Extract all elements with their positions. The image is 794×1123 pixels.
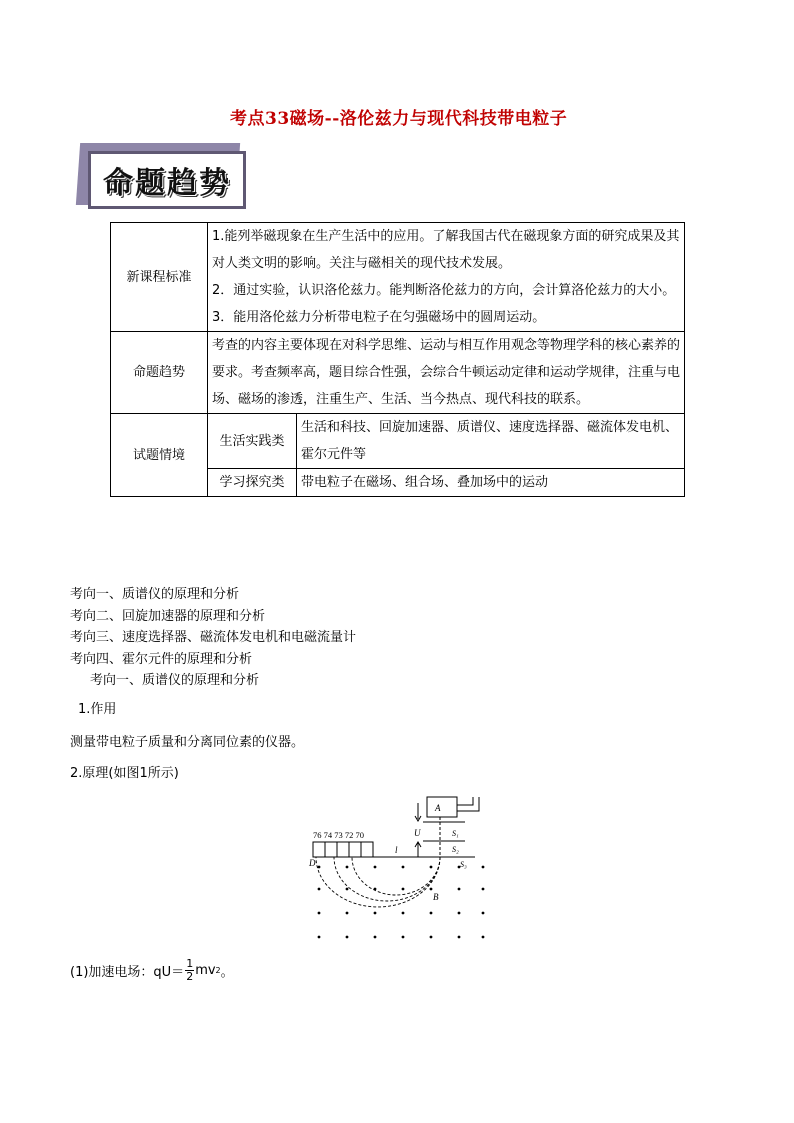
section-banner (78, 143, 250, 215)
field-dot (458, 912, 461, 915)
trajectory-outer (316, 857, 440, 907)
label-s3: S₃ (460, 860, 467, 869)
label-l: l (395, 845, 398, 855)
banner-box (88, 151, 246, 209)
label-s1: S₁ (452, 829, 459, 838)
field-dot (430, 888, 433, 891)
standard-label: 新课程标准 (111, 223, 208, 332)
field-dot (430, 866, 433, 869)
trajectory-middle (334, 857, 440, 901)
field-dot (458, 936, 461, 939)
trend-table (110, 222, 685, 497)
field-dot (402, 936, 405, 939)
standard-line: 2．通过实验，认识洛伦兹力。能判断洛伦兹力的方向，会计算洛伦兹力的大小。 (212, 283, 676, 298)
outline-list (70, 584, 356, 692)
label-d: D (309, 858, 316, 868)
scale-labels: 76 74 73 72 70 (313, 830, 364, 840)
label-b: B (433, 892, 439, 902)
trend-label: 命题趋势 (111, 332, 208, 414)
label-a: A (435, 803, 441, 813)
fraction-denominator: 2 (186, 970, 194, 983)
table-row (111, 223, 685, 332)
field-dot (318, 888, 321, 891)
table-row (111, 332, 685, 414)
study-label: 学习探究类 (208, 469, 297, 497)
field-dot (346, 936, 349, 939)
field-dot (482, 866, 485, 869)
scenario-label: 试题情境 (111, 414, 208, 497)
outline-item: 考向一、质谱仪的原理和分析 (70, 587, 240, 602)
item-1-heading: 1.作用 (78, 702, 117, 717)
life-label: 生活实践类 (208, 414, 297, 469)
field-dot (318, 936, 321, 939)
formula-line (70, 958, 234, 983)
life-content: 生活和科技、回旋加速器、质谱仪、速度选择器、磁流体发电机、霍尔元件等 (297, 414, 685, 469)
field-dot (482, 888, 485, 891)
field-dot (374, 888, 377, 891)
fraction-numerator: 1 (186, 957, 194, 970)
field-dot (374, 936, 377, 939)
formula-suffix: mv (195, 963, 216, 978)
standard-content (208, 223, 685, 332)
field-dot (346, 912, 349, 915)
field-dot (346, 866, 349, 869)
formula-exponent: 2 (215, 966, 221, 975)
item-1-text: 测量带电粒子质量和分离同位素的仪器。 (70, 735, 305, 750)
field-dot (318, 866, 321, 869)
study-content: 带电粒子在磁场、组合场、叠加场中的运动 (297, 469, 685, 497)
field-dot (458, 866, 461, 869)
outline-item: 考向三、速度选择器、磁流体发电机和电磁流量计 (70, 630, 357, 645)
magnetic-field-dots (318, 866, 485, 939)
field-dot (374, 912, 377, 915)
field-dot (374, 866, 377, 869)
outline-item: 考向四、霍尔元件的原理和分析 (70, 651, 253, 667)
standard-line: 1.能列举磁现象在生产生活中的应用。了解我国古代在磁现象方面的研究成果及其对人类文明的影响。关注与磁相关的现代技术发展。 (212, 229, 680, 271)
field-dot (430, 936, 433, 939)
field-dot (402, 888, 405, 891)
field-dot (346, 888, 349, 891)
formula-prefix: (1)加速电场：qU＝ (70, 965, 185, 980)
field-dot (458, 888, 461, 891)
field-dot (482, 936, 485, 939)
field-dot (402, 912, 405, 915)
trend-content: 考查的内容主要体现在对科学思维、运动与相互作用观念等物理学科的核心素养的要求。考查频率高，题目综合性强，会综合牛顿运动定律和运动学规律，注重与电场、磁场的渗透，注重生产、生活、当今热点、现代科技的联系。 (208, 332, 685, 414)
field-dot (318, 912, 321, 915)
trajectory-inner (352, 857, 440, 895)
fraction (185, 958, 194, 983)
field-dot (430, 912, 433, 915)
banner-text: 命题趋势 (103, 166, 231, 201)
field-dot (482, 912, 485, 915)
item-2-heading: 2.原理(如图1所示) (70, 766, 179, 781)
detector-plate (313, 842, 373, 857)
standard-line: 3．能用洛伦兹力分析带电粒子在匀强磁场中的圆周运动。 (212, 310, 546, 325)
label-s2: S₂ (452, 845, 459, 854)
outline-item: 考向二、回旋加速器的原理和分析 (70, 608, 266, 624)
mass-spectrometer-diagram (305, 795, 500, 945)
label-u: U (414, 828, 421, 838)
ion-source-box (427, 797, 457, 817)
formula-end: 。 (220, 965, 234, 980)
source-pipe (457, 797, 479, 811)
section-heading: 考向一、质谱仪的原理和分析 (90, 673, 260, 688)
table-row (111, 414, 685, 469)
page-title: 考点33磁场--洛伦兹力与现代科技带电粒子 (230, 109, 568, 129)
field-dot (402, 866, 405, 869)
